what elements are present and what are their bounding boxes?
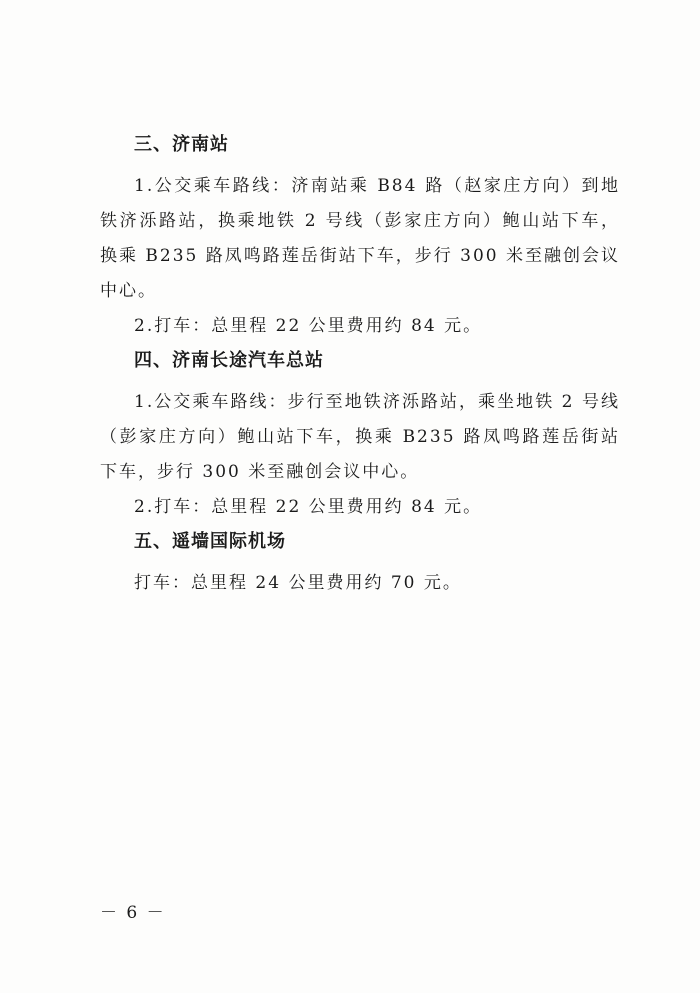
paragraph-bus-route: 1.公交乘车路线：济南站乘 B84 路（赵家庄方向）到地铁济泺路站，换乘地铁 2 号线（彭家庄方向）鲍山站下车，换乘 B235 路凤鸣路莲岳街站下车，步行 300 米至融创会议中心。	[100, 176, 621, 301]
document-body	[100, 132, 620, 601]
section-jinan-station	[100, 132, 620, 344]
paragraph-taxi: 2.打车：总里程 22 公里费用约 84 元。	[134, 497, 483, 517]
paragraph-taxi: 打车：总里程 24 公里费用约 70 元。	[134, 573, 462, 593]
page-number: － 6 －	[100, 903, 166, 923]
section-heading: 四、济南长途汽车总站	[134, 350, 324, 371]
paragraph-bus-route: 1.公交乘车路线：步行至地铁济泺路站，乘坐地铁 2 号线（彭家庄方向）鲍山站下车，换乘 B235 路凤鸣路莲岳街站下车，步行 300 米至融创会议中心。	[100, 392, 620, 482]
section-yaoqiang-airport	[100, 529, 620, 601]
paragraph-taxi: 2.打车：总里程 22 公里费用约 84 元。	[134, 316, 483, 336]
section-heading: 五、遥墙国际机场	[134, 531, 286, 552]
section-long-distance-bus-station	[100, 348, 620, 525]
section-heading: 三、济南站	[134, 134, 229, 155]
